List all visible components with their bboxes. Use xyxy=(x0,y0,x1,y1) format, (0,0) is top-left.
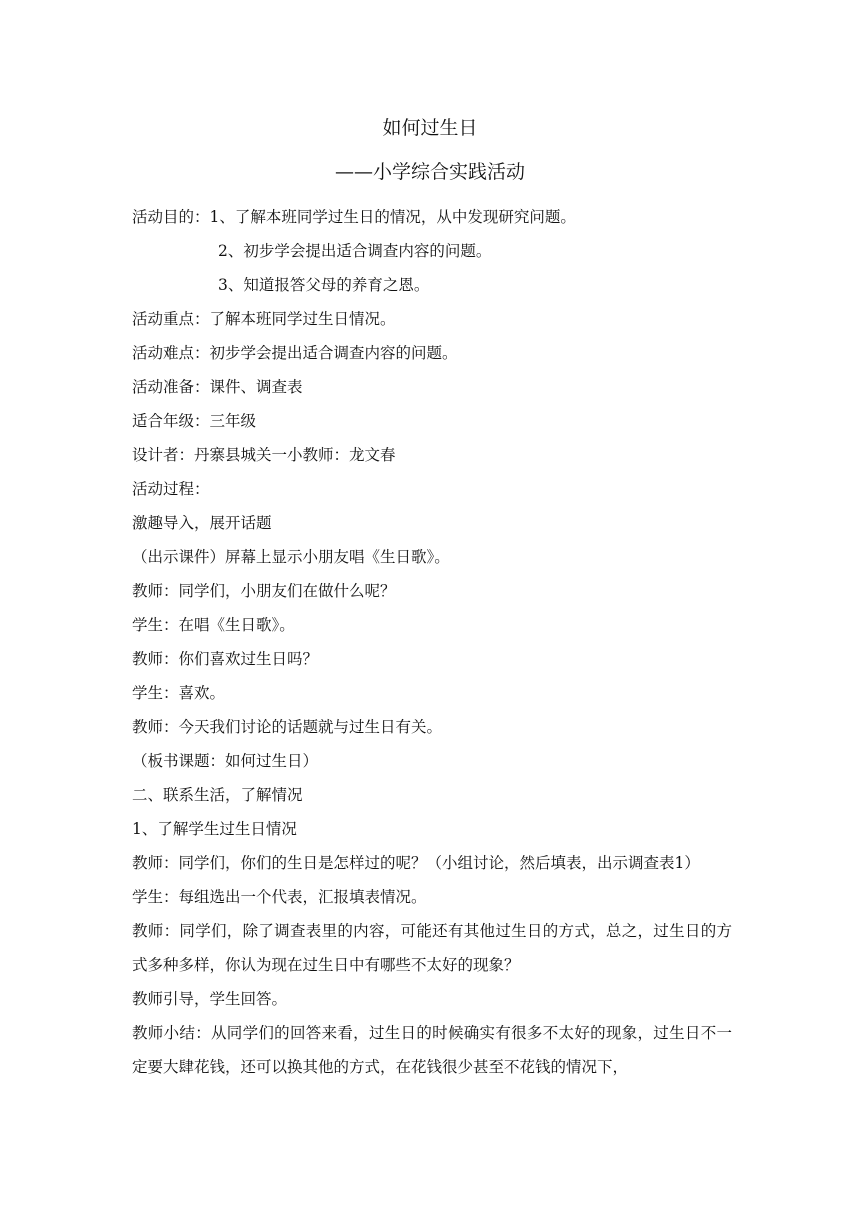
activity-preparation-line: 活动准备：课件、调查表 xyxy=(132,378,303,396)
paragraph: 学生：每组选出一个代表，汇报填表情况。 xyxy=(132,888,427,906)
activity-goal-item-3: 3、知道报答父母的养育之恩。 xyxy=(218,276,430,294)
paragraph: 教师：你们喜欢过生日吗？ xyxy=(132,650,319,668)
activity-goal-item-2: 2、初步学会提出适合调查内容的问题。 xyxy=(218,242,492,260)
subsection-heading: 1、了解学生过生日情况 xyxy=(132,820,297,838)
grade-line: 适合年级：三年级 xyxy=(132,412,257,430)
paragraph: 学生：喜欢。 xyxy=(132,684,226,702)
paragraph: （出示课件）屏幕上显示小朋友唱《生日歌》。 xyxy=(132,548,450,566)
paragraph: 教师引导，学生回答。 xyxy=(132,990,288,1008)
document-subtitle: ——小学综合实践活动 xyxy=(334,161,525,183)
paragraph: （板书课题：如何过生日） xyxy=(132,752,319,770)
paragraph: 教师：今天我们讨论的话题就与过生日有关。 xyxy=(132,718,443,736)
paragraph: 教师：同学们，你们的生日是怎样过的呢？（小组讨论，然后填表，出示调查表1） xyxy=(132,854,700,872)
section-two-heading: 二、联系生活，了解情况 xyxy=(132,786,303,804)
paragraph: 教师：同学们，小朋友们在做什么呢？ xyxy=(132,582,396,600)
document-body xyxy=(132,200,732,1084)
paragraph: 学生：在唱《生日歌》。 xyxy=(132,616,295,634)
paragraph: 教师小结：从同学们的回答来看，过生日的时候确实有很多不太好的现象，过生日不一定要大肆花钱，还可以换其他的方式，在花钱很少甚至不花钱的情况下， xyxy=(132,1024,732,1076)
activity-process-heading: 活动过程： xyxy=(132,480,210,498)
activity-difficulty-line: 活动难点：初步学会提出适合调查内容的问题。 xyxy=(132,344,458,362)
activity-focus-line: 活动重点：了解本班同学过生日情况。 xyxy=(132,310,396,328)
activity-goal-line: 活动目的：1、了解本班同学过生日的情况，从中发现研究问题。 xyxy=(132,208,576,226)
document-title: 如何过生日 xyxy=(382,117,478,139)
designer-line: 设计者：丹寨县城关一小教师：龙文春 xyxy=(132,446,396,464)
section-intro-heading: 激趣导入，展开话题 xyxy=(132,514,272,532)
paragraph: 教师：同学们，除了调查表里的内容，可能还有其他过生日的方式，总之，过生日的方式多种多样，你认为现在过生日中有哪些不太好的现象？ xyxy=(132,922,732,974)
